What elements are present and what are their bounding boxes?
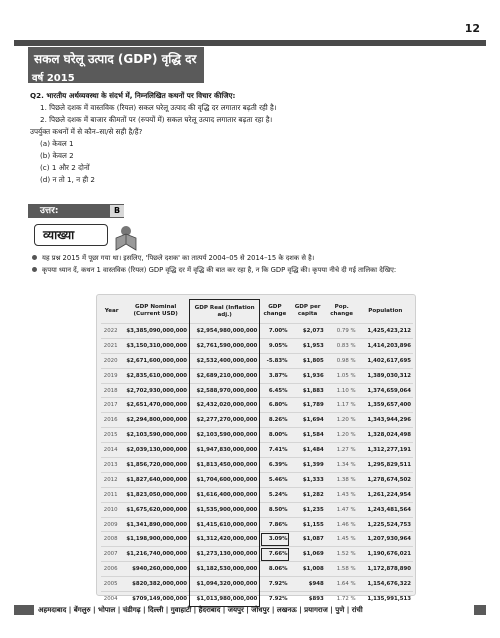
- cell-nominal: $940,260,000,000: [122, 562, 189, 577]
- cell-year: 2011: [101, 487, 122, 502]
- question-head: Q2. भारतीय अर्थव्यवस्था के संदर्भ में, निम्नलिखित कथनों पर विचार कीजिए:: [30, 91, 236, 100]
- cell-change: 8.00%: [260, 428, 290, 443]
- cell-nominal: $2,651,470,000,000: [122, 398, 189, 413]
- statement-1: 1. पिछले दशक में वास्तविक (रियल) सकल घरेलू उत्पाद की वृद्धि दर लगातार बढ़ती रही है।: [40, 103, 277, 112]
- cell-per-capita: $1,069: [290, 547, 326, 562]
- cell-per-capita: $2,073: [290, 324, 326, 339]
- cell-population: 1,389,030,312: [358, 368, 413, 383]
- table-row: [101, 502, 413, 517]
- cell-real: $2,532,400,000,000: [190, 353, 260, 368]
- cell-pop-change: 1.27 %: [326, 443, 358, 458]
- cell-real: $1,616,400,000,000: [190, 487, 260, 502]
- question-block: [30, 90, 480, 186]
- table-row: [101, 577, 413, 592]
- cell-change: 8.50%: [260, 502, 290, 517]
- cell-real: $2,761,590,000,000: [190, 338, 260, 353]
- cell-year: 2009: [101, 517, 122, 532]
- explanation-text: [32, 252, 482, 276]
- cell-change: 5.24%: [260, 487, 290, 502]
- option-d: (d) न तो 1, न ही 2: [40, 175, 95, 184]
- cell-population: 1,402,617,695: [358, 353, 413, 368]
- cell-pop-change: 1.46 %: [326, 517, 358, 532]
- cell-population: 1,312,277,191: [358, 443, 413, 458]
- table-row: [101, 324, 413, 339]
- cell-real: $1,415,610,000,000: [190, 517, 260, 532]
- footer-bar-right: [474, 605, 486, 615]
- table-row: [101, 443, 413, 458]
- cell-nominal: $3,385,090,000,000: [122, 324, 189, 339]
- cell-pop-change: 1.47 %: [326, 502, 358, 517]
- header-per-capita: GDP per capita: [294, 304, 321, 318]
- cell-population: 1,154,676,322: [358, 577, 413, 592]
- cell-pop-change: 1.34 %: [326, 458, 358, 473]
- cell-real: $2,954,980,000,000: [190, 324, 260, 339]
- cell-population: 1,243,481,564: [358, 502, 413, 517]
- question-prompt: उपर्युक्त कथनों में से कौन–सा/से सही है/हैं?: [30, 127, 143, 136]
- cell-per-capita: $1,333: [290, 472, 326, 487]
- option-c: (c) 1 और 2 दोनों: [40, 163, 90, 172]
- cell-nominal: $1,856,720,000,000: [122, 458, 189, 473]
- cell-per-capita: $1,087: [290, 532, 326, 547]
- cell-real: $1,704,600,000,000: [190, 472, 260, 487]
- cell-pop-change: 1.58 %: [326, 562, 358, 577]
- explanation-bullet-2: [32, 264, 482, 276]
- gdp-table: [101, 299, 413, 607]
- table-row: [101, 517, 413, 532]
- cell-year: 2021: [101, 338, 122, 353]
- cell-population: 1,172,878,890: [358, 562, 413, 577]
- cell-year: 2015: [101, 428, 122, 443]
- option-a: (a) केवल 1: [40, 139, 74, 148]
- cell-pop-change: 1.72 %: [326, 592, 358, 607]
- cell-per-capita: $1,282: [290, 487, 326, 502]
- cell-change: 3.09%: [260, 532, 290, 547]
- cell-real: $1,813,450,000,000: [190, 458, 260, 473]
- cell-real: $2,277,270,000,000: [190, 413, 260, 428]
- cell-nominal: $1,341,890,000,000: [122, 517, 189, 532]
- cell-change: 7.86%: [260, 517, 290, 532]
- cell-year: 2005: [101, 577, 122, 592]
- table-row: [101, 338, 413, 353]
- cell-nominal: $2,671,600,000,000: [122, 353, 189, 368]
- cell-change: 7.66%: [260, 547, 290, 562]
- cell-pop-change: 1.20 %: [326, 428, 358, 443]
- answer-bar: [28, 204, 124, 218]
- footer: [14, 603, 486, 617]
- statement-2: 2. पिछले दशक में बाजार कीमतों पर (रुपयों में) सकल घरेलू उत्पाद लगातार बढ़ता रहा है।: [40, 115, 273, 124]
- table-row: [101, 487, 413, 502]
- cell-change: 8.06%: [260, 562, 290, 577]
- cell-nominal: $1,823,050,000,000: [122, 487, 189, 502]
- cell-real: $1,535,900,000,000: [190, 502, 260, 517]
- page-number: 12: [464, 22, 480, 35]
- cell-change: 9.05%: [260, 338, 290, 353]
- cell-change: 6.39%: [260, 458, 290, 473]
- cell-real: $2,588,970,000,000: [190, 383, 260, 398]
- cell-change: 5.46%: [260, 472, 290, 487]
- footer-cities: अहमदाबाद | बेंगलुरु | भोपाल | चंडीगढ़ | दिल्ली | गुवाहाटी | हैदराबाद | जयपुर | जोधपुर | लखनऊ | प्रयागराज | पुणे | रांची: [38, 606, 363, 614]
- cell-year: 2012: [101, 472, 122, 487]
- cell-per-capita: $1,789: [290, 398, 326, 413]
- cell-population: 1,207,930,964: [358, 532, 413, 547]
- cell-per-capita: $1,805: [290, 353, 326, 368]
- cell-change: 7.92%: [260, 577, 290, 592]
- cell-year: 2020: [101, 353, 122, 368]
- year-label: वर्ष 2015: [32, 73, 75, 84]
- cell-population: 1,261,224,954: [358, 487, 413, 502]
- cell-population: 1,359,657,400: [358, 398, 413, 413]
- cell-per-capita: $1,584: [290, 428, 326, 443]
- cell-population: 1,414,203,896: [358, 338, 413, 353]
- cell-per-capita: $1,883: [290, 383, 326, 398]
- cell-real: $2,103,590,000,000: [190, 428, 260, 443]
- cell-nominal: $1,198,900,000,000: [122, 532, 189, 547]
- cell-year: 2016: [101, 413, 122, 428]
- cell-pop-change: 0.79 %: [326, 324, 358, 339]
- cell-population: 1,343,944,296: [358, 413, 413, 428]
- cell-real: $2,432,020,000,000: [190, 398, 260, 413]
- table-row: [101, 398, 413, 413]
- cell-year: 2022: [101, 324, 122, 339]
- table-row: [101, 353, 413, 368]
- cell-nominal: $709,149,000,000: [122, 592, 189, 607]
- page-title: सकल घरेलू उत्पाद (GDP) वृद्धि दर: [34, 52, 197, 66]
- cell-pop-change: 1.05 %: [326, 368, 358, 383]
- answer-label: उत्तर:: [40, 206, 59, 216]
- cell-per-capita: $1,155: [290, 517, 326, 532]
- cell-population: 1,135,991,513: [358, 592, 413, 607]
- cell-pop-change: 1.52 %: [326, 547, 358, 562]
- cell-per-capita: $1,936: [290, 368, 326, 383]
- cell-year: 2018: [101, 383, 122, 398]
- cell-year: 2013: [101, 458, 122, 473]
- cell-pop-change: 1.43 %: [326, 487, 358, 502]
- table-row: [101, 428, 413, 443]
- cell-pop-change: 0.83 %: [326, 338, 358, 353]
- table-row: [101, 383, 413, 398]
- cell-per-capita: $1,399: [290, 458, 326, 473]
- cell-nominal: $1,827,640,000,000: [122, 472, 189, 487]
- top-rule: [14, 40, 486, 46]
- cell-population: 1,425,423,212: [358, 324, 413, 339]
- cell-year: 2019: [101, 368, 122, 383]
- cell-population: 1,295,829,511: [358, 458, 413, 473]
- reading-person-icon: [110, 224, 142, 252]
- cell-per-capita: $1,694: [290, 413, 326, 428]
- cell-population: 1,328,024,498: [358, 428, 413, 443]
- cell-pop-change: 1.17 %: [326, 398, 358, 413]
- cell-nominal: $2,103,590,000,000: [122, 428, 189, 443]
- cell-pop-change: 1.10 %: [326, 383, 358, 398]
- bullet-text: कृपया ध्यान दें, कथन 1 वास्तविक (रियल) GDP वृद्धि दर में वृद्धि की बात कर रहा है, न कि GDP वृद्धि की। कृपया नीचे दी गई तालिका देखिए:: [42, 266, 397, 274]
- explanation-bullet-1: [32, 252, 482, 264]
- cell-year: 2004: [101, 592, 122, 607]
- cell-nominal: $2,702,930,000,000: [122, 383, 189, 398]
- table-header-row: [101, 300, 413, 324]
- answer-value: B: [110, 205, 124, 217]
- cell-change: 6.45%: [260, 383, 290, 398]
- cell-pop-change: 1.64 %: [326, 577, 358, 592]
- cell-pop-change: 0.98 %: [326, 353, 358, 368]
- cell-per-capita: $948: [290, 577, 326, 592]
- cell-year: 2010: [101, 502, 122, 517]
- cell-real: $1,013,980,000,000: [190, 592, 260, 607]
- gdp-table-panel: [96, 294, 416, 603]
- cell-nominal: $1,675,620,000,000: [122, 502, 189, 517]
- table-row: [101, 368, 413, 383]
- bullet-dot: [32, 267, 37, 272]
- cell-real: $1,273,130,000,000: [190, 547, 260, 562]
- cell-change: 7.92%: [260, 592, 290, 607]
- cell-pop-change: 1.20 %: [326, 413, 358, 428]
- cell-change: 3.87%: [260, 368, 290, 383]
- table-row: [101, 532, 413, 547]
- cell-real: $1,947,830,000,000: [190, 443, 260, 458]
- table-row: [101, 562, 413, 577]
- table-row: [101, 547, 413, 562]
- cell-real: $2,689,210,000,000: [190, 368, 260, 383]
- bullet-text: यह प्रश्न 2015 में पूछा गया था। इसलिए, 'पिछले दशक' का तात्पर्य 2004–05 से 2014–15 के दशक से है।: [42, 254, 315, 262]
- cell-year: 2008: [101, 532, 122, 547]
- cell-real: $1,182,530,000,000: [190, 562, 260, 577]
- cell-per-capita: $1,953: [290, 338, 326, 353]
- table-row: [101, 413, 413, 428]
- cell-change: 7.00%: [260, 324, 290, 339]
- table-row: [101, 458, 413, 473]
- cell-change: 7.41%: [260, 443, 290, 458]
- header-year: Year: [104, 307, 119, 314]
- cell-change: -5.83%: [260, 353, 290, 368]
- option-b: (b) केवल 2: [40, 151, 74, 160]
- cell-nominal: $3,150,310,000,000: [122, 338, 189, 353]
- cell-year: 2006: [101, 562, 122, 577]
- cell-change: 8.26%: [260, 413, 290, 428]
- cell-pop-change: 1.38 %: [326, 472, 358, 487]
- cell-population: 1,374,659,064: [358, 383, 413, 398]
- explanation-title: व्याख्या: [34, 224, 108, 246]
- header-real: GDP Real (Inflation adj.): [190, 300, 260, 324]
- header-pop-change: Pop. change: [330, 304, 354, 318]
- cell-year: 2017: [101, 398, 122, 413]
- cell-population: 1,190,676,021: [358, 547, 413, 562]
- cell-year: 2007: [101, 547, 122, 562]
- cell-nominal: $2,835,610,000,000: [122, 368, 189, 383]
- table-row: [101, 472, 413, 487]
- cell-per-capita: $1,235: [290, 502, 326, 517]
- cell-real: $1,312,420,000,000: [190, 532, 260, 547]
- footer-bar-left: [14, 605, 34, 615]
- cell-nominal: $820,382,000,000: [122, 577, 189, 592]
- header-population: Population: [368, 307, 403, 314]
- cell-pop-change: 1.45 %: [326, 532, 358, 547]
- bullet-dot: [32, 255, 37, 260]
- cell-real: $1,094,320,000,000: [190, 577, 260, 592]
- header-change: GDP change: [263, 304, 287, 318]
- cell-per-capita: $893: [290, 592, 326, 607]
- cell-nominal: $2,294,800,000,000: [122, 413, 189, 428]
- cell-nominal: $1,216,740,000,000: [122, 547, 189, 562]
- cell-year: 2014: [101, 443, 122, 458]
- cell-nominal: $2,039,130,000,000: [122, 443, 189, 458]
- header-nominal: GDP Nominal (Current USD): [133, 304, 178, 318]
- cell-population: 1,225,524,753: [358, 517, 413, 532]
- cell-change: 6.80%: [260, 398, 290, 413]
- cell-per-capita: $1,008: [290, 562, 326, 577]
- cell-per-capita: $1,484: [290, 443, 326, 458]
- cell-population: 1,278,674,502: [358, 472, 413, 487]
